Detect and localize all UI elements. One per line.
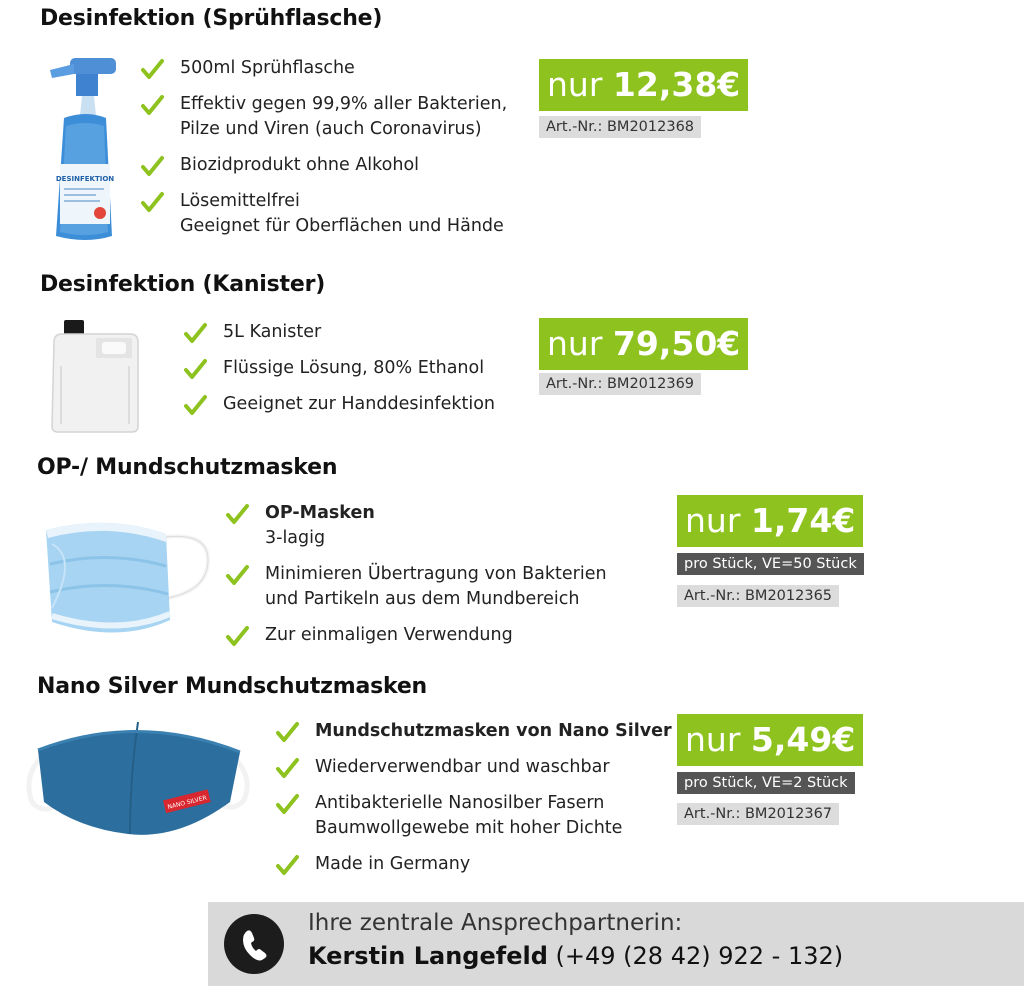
feature-text: Zur einmaligen Verwendung xyxy=(265,625,513,645)
svg-text:DESINFEKTION: DESINFEKTION xyxy=(55,175,115,183)
price-value: 79,50€ xyxy=(612,324,741,363)
feature-text: Mundschutzmasken von Nano Silver xyxy=(315,721,672,741)
feature-text: Minimieren Übertragung von Bakterien xyxy=(265,564,607,584)
checkmark-icon xyxy=(225,564,249,586)
feature-list xyxy=(183,320,495,428)
feature-text: Wiederverwendbar und waschbar xyxy=(315,757,610,777)
feature-text: und Partikeln aus dem Mundbereich xyxy=(265,589,580,609)
feature-item xyxy=(140,189,507,239)
checkmark-icon xyxy=(275,854,299,876)
product-title: OP-/ Mundschutzmasken xyxy=(37,455,338,480)
feature-text: Antibakterielle Nanosilber Fasern xyxy=(315,793,605,813)
checkmark-icon xyxy=(183,394,207,416)
contact-name: Kerstin Langefeld xyxy=(308,942,548,970)
checkmark-icon xyxy=(140,58,164,80)
checkmark-icon xyxy=(183,322,207,344)
checkmark-icon xyxy=(140,94,164,116)
feature-text: Biozidprodukt ohne Alkohol xyxy=(180,155,420,175)
feature-item xyxy=(225,562,607,612)
checkmark-icon xyxy=(225,625,249,647)
feature-text: Pilze und Viren (auch Coronavirus) xyxy=(180,119,482,139)
price-value: 5,49€ xyxy=(750,720,856,759)
checkmark-icon xyxy=(275,757,299,779)
checkmark-icon xyxy=(275,793,299,815)
feature-text: Baumwollgewebe mit hoher Dichte xyxy=(315,818,623,838)
product-title: Desinfektion (Kanister) xyxy=(40,272,326,297)
feature-text: Made in Germany xyxy=(315,854,471,874)
contact-line xyxy=(308,942,843,970)
canister-image xyxy=(46,318,146,434)
article-number: Art.-Nr.: BM2012369 xyxy=(539,373,701,395)
price-value: 1,74€ xyxy=(750,501,856,540)
feature-list xyxy=(140,56,507,250)
feature-item xyxy=(140,56,507,81)
feature-item xyxy=(183,320,495,345)
spray-bottle-image xyxy=(44,56,124,246)
svg-text:NANO SILVER: NANO SILVER xyxy=(166,794,208,811)
feature-text: Flüssige Lösung, 80% Ethanol xyxy=(223,358,485,378)
feature-text: Lösemittelfrei xyxy=(180,191,300,211)
feature-text: OP-Masken xyxy=(265,503,375,523)
feature-text: 500ml Sprühflasche xyxy=(180,58,355,78)
feature-item xyxy=(183,356,495,381)
feature-item xyxy=(225,501,607,551)
cloth-mask-image xyxy=(18,716,258,846)
feature-item xyxy=(275,719,672,744)
feature-item xyxy=(225,623,607,648)
contact-phone[interactable]: (+49 (28 42) 922 - 132) xyxy=(555,942,844,970)
feature-list xyxy=(275,719,672,888)
price-badge xyxy=(677,714,863,766)
feature-text: Geeignet zur Handdesinfektion xyxy=(223,394,495,414)
price-prefix: nur xyxy=(685,720,741,759)
product-title: Desinfektion (Sprühflasche) xyxy=(40,6,383,31)
checkmark-icon xyxy=(140,155,164,177)
checkmark-icon xyxy=(225,503,249,525)
price-prefix: nur xyxy=(685,501,741,540)
feature-list xyxy=(225,501,607,659)
article-number: Art.-Nr.: BM2012368 xyxy=(539,116,701,138)
price-badge xyxy=(677,495,863,547)
feature-item xyxy=(140,92,507,142)
price-prefix: nur xyxy=(547,65,603,104)
feature-text: Effektiv gegen 99,9% aller Bakterien, xyxy=(180,94,508,114)
price-badge xyxy=(539,59,748,111)
product-title: Nano Silver Mundschutzmasken xyxy=(37,674,428,699)
surgical-mask-image xyxy=(38,508,218,648)
checkmark-icon xyxy=(140,191,164,213)
article-number: Art.-Nr.: BM2012367 xyxy=(677,803,839,825)
checkmark-icon xyxy=(183,358,207,380)
feature-text: 5L Kanister xyxy=(223,322,322,342)
feature-text: Geeignet für Oberflächen und Hände xyxy=(180,216,504,236)
feature-item xyxy=(140,153,507,178)
unit-info: pro Stück, VE=2 Stück xyxy=(677,772,855,794)
contact-bar xyxy=(208,902,1024,986)
price-value: 12,38€ xyxy=(612,65,741,104)
contact-label: Ihre zentrale Ansprechpartnerin: xyxy=(308,910,683,936)
phone-icon xyxy=(224,914,284,974)
price-badge xyxy=(539,318,748,370)
article-number: Art.-Nr.: BM2012365 xyxy=(677,585,839,607)
checkmark-icon xyxy=(275,721,299,743)
feature-item xyxy=(183,392,495,417)
feature-text: 3-lagig xyxy=(265,528,326,548)
unit-info: pro Stück, VE=50 Stück xyxy=(677,553,864,575)
price-prefix: nur xyxy=(547,324,603,363)
feature-item xyxy=(275,755,672,780)
feature-item xyxy=(275,791,672,841)
feature-item xyxy=(275,852,672,877)
